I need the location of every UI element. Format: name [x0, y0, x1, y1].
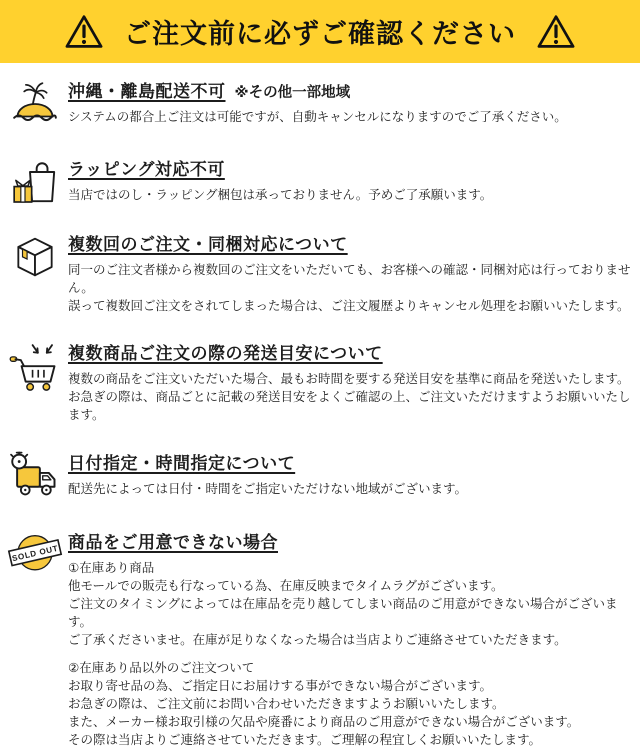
body-text: ご注文のタイミングによっては在庫品を売り越してしまい商品のご用意ができない場合がございます。 [68, 597, 618, 629]
section-title: 商品をご用意できない場合 [68, 533, 278, 552]
warning-triangle-icon [64, 14, 104, 50]
body-text: 他モールでの販売も行なっている為、在庫反映までタイムラグがございます。 [68, 579, 504, 593]
section-title: 複数回のご注文・同梱対応について [68, 235, 348, 254]
body-text: また、メーカー様お取引様の欠品や廃番により商品のご用意ができない場合がございます。 [68, 715, 580, 729]
island-icon [8, 77, 62, 129]
section-date-time [0, 449, 640, 503]
sold-out-icon [8, 528, 62, 582]
body-text: ご了承くださいませ。在庫が足りなくなった場合は当店よりご連絡させていただきます。 [68, 633, 567, 647]
section-okinawa-no-delivery [0, 77, 640, 129]
confirm-before-order-banner [0, 0, 640, 63]
body-text: 当店ではのし・ラッピング梱包は承っておりません。予めご了承願います。 [68, 188, 493, 202]
shopping-cart-icon [8, 339, 62, 393]
section-shipping-estimate [0, 339, 640, 424]
banner-title: ご注文前に必ずご確認ください [124, 19, 516, 49]
warning-triangle-icon [536, 14, 576, 50]
body-text: お急ぎの際は、商品ごとに記載の発送目安をよくご確認の上、ご注文いただけますようお願いいたします。 [68, 390, 631, 422]
body-text: 複数の商品をご注文いただいた場合、最もお時間を要する発送目安を基準に商品を発送いたします。 [68, 372, 630, 386]
section-no-wrapping [0, 155, 640, 207]
body-text: 配送先によっては日付・時間をご指定いただけない地域がございます。 [68, 482, 468, 496]
delivery-truck-icon [8, 449, 62, 503]
section-title: ラッピング対応不可 [68, 160, 225, 179]
body-text: システムの都合上ご注文は可能ですが、自動キャンセルになりますのでご了承ください。 [68, 110, 567, 124]
package-box-icon [8, 230, 62, 282]
body-text: その際は当店よりご連絡させていただきます。ご理解の程宜しくお願いいたします。 [68, 733, 542, 747]
section-note: ※その他一部地域 [234, 85, 351, 101]
body-text: ①在庫あり商品 [68, 561, 155, 575]
gift-bag-icon [8, 155, 62, 207]
section-out-of-stock [0, 528, 640, 749]
body-text: 同一のご注文者様から複数回のご注文をいただいても、お客様への確認・同梱対応は行っておりません。 [68, 263, 631, 295]
section-title: 沖縄・離島配送不可 [68, 82, 226, 101]
body-text: お急ぎの際は、ご注文前にお問い合わせいただきますようお願いいたします。 [68, 697, 505, 711]
body-text: ②在庫あり品以外のご注文ついて [68, 661, 255, 675]
body-text: お取り寄せ品の為、ご指定日にお届けする事ができない場合がございます。 [68, 679, 493, 693]
paragraph-gap [68, 649, 640, 659]
section-title: 複数商品ご注文の際の発送目安について [68, 344, 383, 363]
section-title: 日付指定・時間指定について [68, 454, 296, 473]
sold-out-label: SOLD OUT [11, 543, 60, 564]
body-text: 誤って複数回ご注文をされてしまった場合は、ご注文履歴よりキャンセル処理をお願いいたします。 [68, 299, 630, 313]
section-multiple-orders [0, 230, 640, 315]
